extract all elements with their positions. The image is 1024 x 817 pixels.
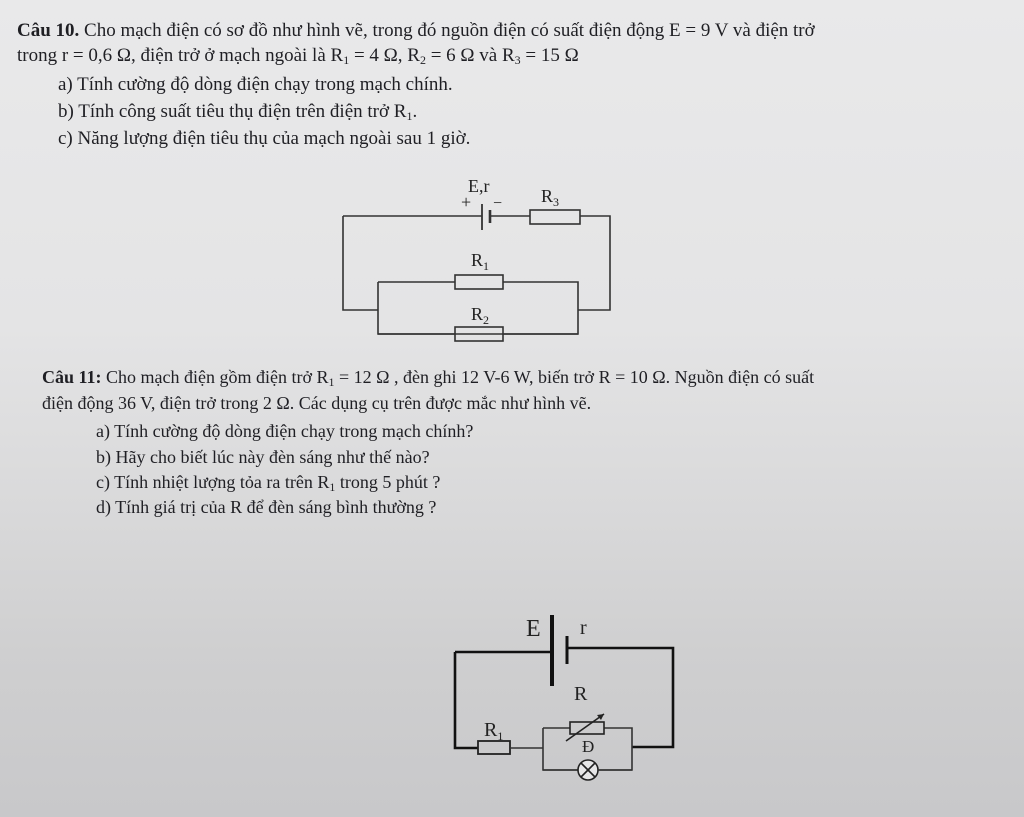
subscript: 3	[553, 195, 560, 209]
label-rheostat: R	[574, 683, 588, 705]
resistor-r1	[478, 741, 510, 754]
label-r1	[484, 719, 503, 743]
subscript: 2	[483, 313, 490, 327]
q10-part-a: a) Tính cường độ dòng điện chạy trong mạch chính.	[58, 74, 453, 95]
q11-part-d: d) Tính giá trị của R để đèn sáng bình thường ?	[96, 497, 437, 517]
subscript: 3	[514, 53, 521, 67]
label-plus: +	[461, 192, 472, 212]
q10-text: b) Tính công suất tiêu thụ điện trên điện trở R	[58, 101, 407, 122]
q10-text: = 4 Ω, R	[349, 45, 420, 66]
subscript: 2	[419, 53, 426, 67]
label-lamp: Đ	[582, 737, 595, 756]
q11-text: = 12 Ω , đèn ghi 12 V-6 W, biến trở R = 10 Ω. Nguồn điện có suất	[334, 367, 815, 387]
q10-text: = 6 Ω và R	[425, 45, 515, 66]
subscript: 1	[328, 375, 335, 389]
q10-heading: Câu 10.	[17, 20, 80, 41]
label-text: R	[471, 250, 484, 270]
q11-part-a: a) Tính cường độ dòng điện chạy trong mạch chính?	[96, 421, 474, 441]
subscript: 1	[497, 729, 504, 743]
q11-part-b: b) Hãy cho biết lúc này đèn sáng như thế nào?	[96, 447, 430, 467]
q10-text: .	[412, 101, 418, 122]
label-source-e: E	[526, 616, 541, 642]
q10-text: = 15 Ω	[520, 45, 579, 66]
q11-text: c) Tính nhiệt lượng tỏa ra trên R	[96, 472, 330, 492]
wire	[455, 652, 478, 748]
q10-text: Cho mạch điện có sơ đồ như hình vẽ, trong đó nguồn điện có suất điện động E = 9 V và điện trở	[79, 20, 815, 41]
subscript: 1	[406, 109, 413, 123]
subscript: 1	[483, 259, 490, 273]
label-text: R	[484, 719, 498, 741]
label-source-er: E,r	[468, 176, 490, 196]
q11-line-2: điện động 36 V, điện trở trong 2 Ω. Các dụng cụ trên được mắc như hình vẽ.	[42, 393, 592, 413]
label-text: R	[541, 186, 554, 206]
q11-heading: Câu 11:	[42, 367, 102, 387]
subscript: 1	[329, 480, 336, 494]
q11-text: trong 5 phút ?	[335, 472, 441, 492]
label-internal-r: r	[580, 617, 587, 639]
subscript: 1	[343, 53, 350, 67]
q10-text: trong r = 0,6 Ω, điện trở ở mạch ngoài là R	[17, 45, 344, 66]
q11-text: Cho mạch điện gồm điện trở R	[101, 367, 329, 387]
label-text: R	[471, 304, 484, 324]
rheostat	[570, 722, 604, 734]
label-minus: −	[493, 195, 503, 212]
q10-part-c: c) Năng lượng điện tiêu thụ của mạch ngoài sau 1 giờ.	[58, 128, 471, 149]
